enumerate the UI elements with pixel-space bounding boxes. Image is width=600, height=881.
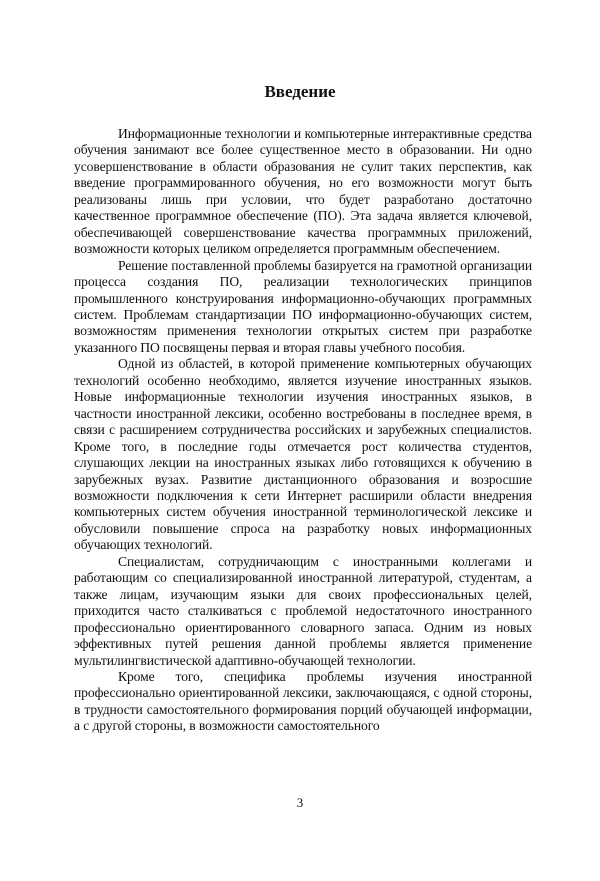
page-number: 3 <box>296 795 304 810</box>
page-title: Введение <box>264 82 336 101</box>
document-body <box>74 126 532 735</box>
paragraph: Решение поставленной проблемы базируется на грамотной организации процесса создания ПО, реализации технологических принципов промышленного конструирования информационно-обучающих программных систем. Проблемам стандартизации ПО информационно-обучающих систем, возможностям применения технологии открытых систем при разработке указанного ПО посвящены первая и вторая главы учебного пособия. <box>74 257 532 355</box>
paragraph: Одной из областей, в которой применение компьютерных обучающих технологий особенно необходимо, является изучение иностранных языков. Новые информационные технологии изучения иностранных языков, в частности иностранной лексики, особенно востребованы в последнее время, в связи с расширением сотрудничества российских и зарубежных специалистов. Кроме того, в последние годы отмечается рост количества студентов, слушающих лекции на иностранных языках либо готовящихся к обучению в зарубежных вузах. Развитие дистанционного образования и возросшие возможности подключения к сети Интернет расширили области внедрения компьютерных систем обучения иностранной терминологической лексике и обусловили повышение спроса на разработку новых информационных обучающих технологий. <box>74 356 532 553</box>
paragraph: Кроме того, специфика проблемы изучения иностранной профессионально ориентированной лексики, заключающаяся, с одной стороны, в трудности самостоятельного формирования порций обучающей информации, а с другой стороны, в возможности самостоятельного <box>74 668 532 734</box>
paragraph: Информационные технологии и компьютерные интерактивные средства обучения занимают все более существенное место в образовании. Ни одно усовершенствование в области образования не сулит таких перспектив, как введение программированного обучения, но его возможности могут быть реализованы лишь при условии, что будет разработано достаточно качественное программное обеспечение (ПО). Эта задача является ключевой, обеспечивающей совершенствование качества программных приложений, возможности которых целиком определяется программным обеспечением. <box>74 126 532 257</box>
paragraph: Специалистам, сотрудничающим с иностранными коллегами и работающим со специализированной иностранной литературой, студентам, а также лицам, изучающим языки для своих профессиональных целей, приходится часто сталкиваться с проблемой недостаточного иностранного профессионально ориентированного словарного запаса. Одним из новых эффективных путей решения данной проблемы является применение мультилингвистической адаптивно-обучающей технологии. <box>74 553 532 668</box>
